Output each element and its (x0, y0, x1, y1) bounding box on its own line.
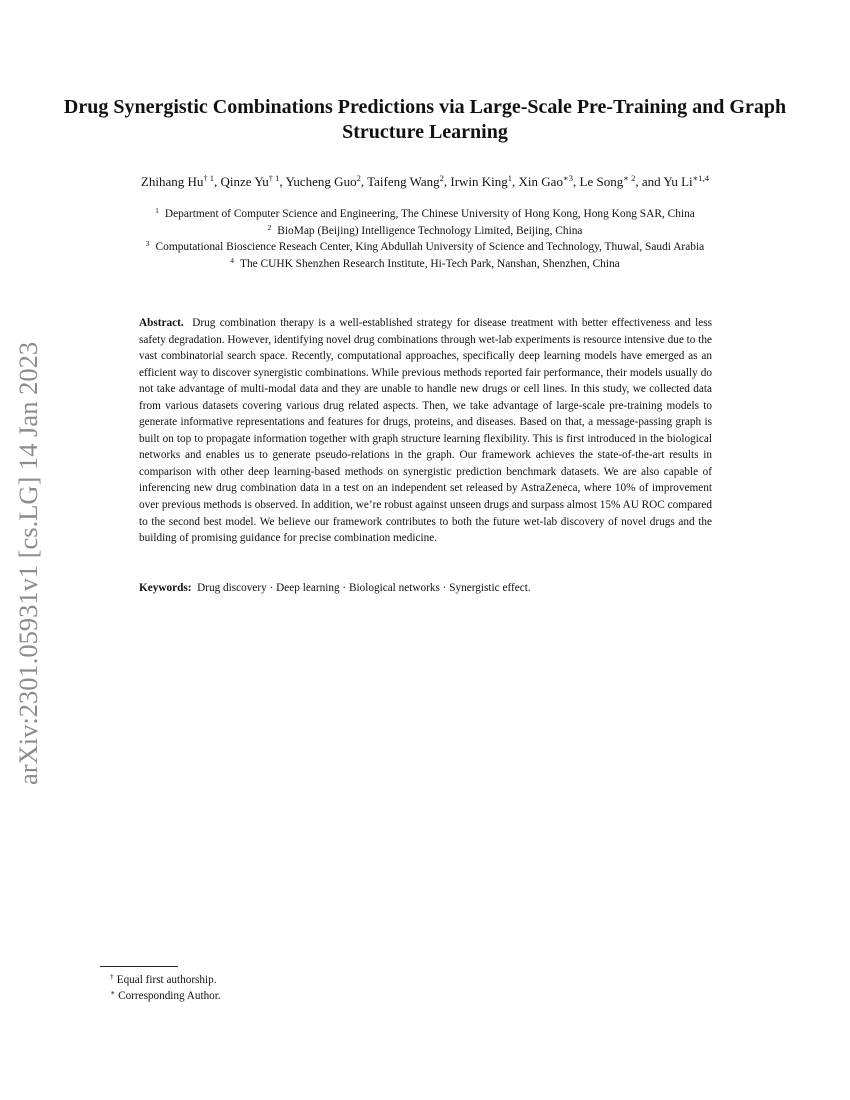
footnotes (110, 973, 710, 1004)
author: Taifeng Wang$^2$, (367, 173, 451, 189)
author: Irwin King$^1$, (450, 173, 519, 189)
affiliation-3: $^3$ Computational Bioscience Reseach Center, King Abdullah University of Science and Technology, Thuwal, Saudi Arabia (145, 239, 705, 253)
author: Xin Gao$^{∗3}$, (518, 173, 580, 189)
author-list (40, 173, 810, 191)
paper-title: Drug Synergistic Combinations Predictions via Large-Scale Pre-Training and Graph Structure Learning (63, 96, 787, 143)
author: Yu $Li^{∗1,4}$ (663, 173, 710, 189)
affiliation-2: $^2$ BioMap (Beijing) Intelligence Technology Limited, Beijing, China (267, 222, 583, 237)
footnote-equal-authorship: † Equal first authorship. (110, 972, 217, 986)
author: Qinze Yu$^{\dagger 1}$, (220, 173, 286, 189)
affiliation-list (40, 206, 810, 272)
footnote-divider (100, 966, 178, 967)
keywords-text: Drug discovery · Deep learning · Biological networks · Synergistic effect. (197, 582, 531, 594)
abstract (139, 315, 712, 547)
affiliation-4: $^4$ The CUHK Shenzhen Research Institute, Hi-Tech Park, Nanshan, Shenzhen, China (230, 255, 620, 270)
abstract-label: Abstract. (139, 317, 184, 329)
author: Zhihang Hu$^{\dagger 1}$, (140, 173, 221, 189)
affiliation-1: $^1$ Department of Computer Science and Engineering, The Chinese University of Hong Kong, Hong Kong SAR, China (155, 206, 695, 220)
footnote-corresponding-author: ∗ Corresponding Author. (110, 987, 221, 1002)
keywords-label: Keywords: (139, 582, 192, 594)
keywords (139, 580, 712, 596)
abstract-text: Drug combination therapy is a well-established strategy for disease treatment with better effectiveness and less safety degradation. However, identifying novel drug combinations through wet-lab experiments is resource intensive due to the vast combinatorial search space. Recently, computational approaches, specifically deep learning models have emerged as an efficient way to discover synergistic combinations. While previous methods reported fair performance, their models usually do not take advantage of multi-modal data and they are unable to handle new drugs or cell lines. In this study, we collected data from various datasets covering various drug related aspects. Then, we take advantage of large-scale pre-training models to generate informative representations and features for drugs, proteins, and diseases. Based on that, a message-passing graph is built on top to propagate information together with graph structure learning flexibility. This is first introduced in the biological networks and enables us to generate pseudo-relations in the graph. Our framework achieves the state-of-the-art results in comparison with other deep learning-based methods on synergistic prediction benchmark datasets. We are also capable of inferencing new drug combination data in a test on an independent set released by AstraZeneca, where 10% of improvement over previous methods is observed. In addition, we’re robust against unseen drugs and surpass almost 15% AU ROC compared to the second best model. We believe our framework contributes to both the future wet-lab discovery of novel drugs and the building of promising guidance for precise combination medicine. (139, 317, 712, 545)
author: Le Song$^{∗ 2}$, and (579, 173, 664, 189)
arxiv-identifier-stamp: arXiv:2301.05931v1 [cs.LG] 14 Jan 2023 (13, 341, 43, 785)
author: Yucheng Guo$^2$, (285, 173, 368, 189)
